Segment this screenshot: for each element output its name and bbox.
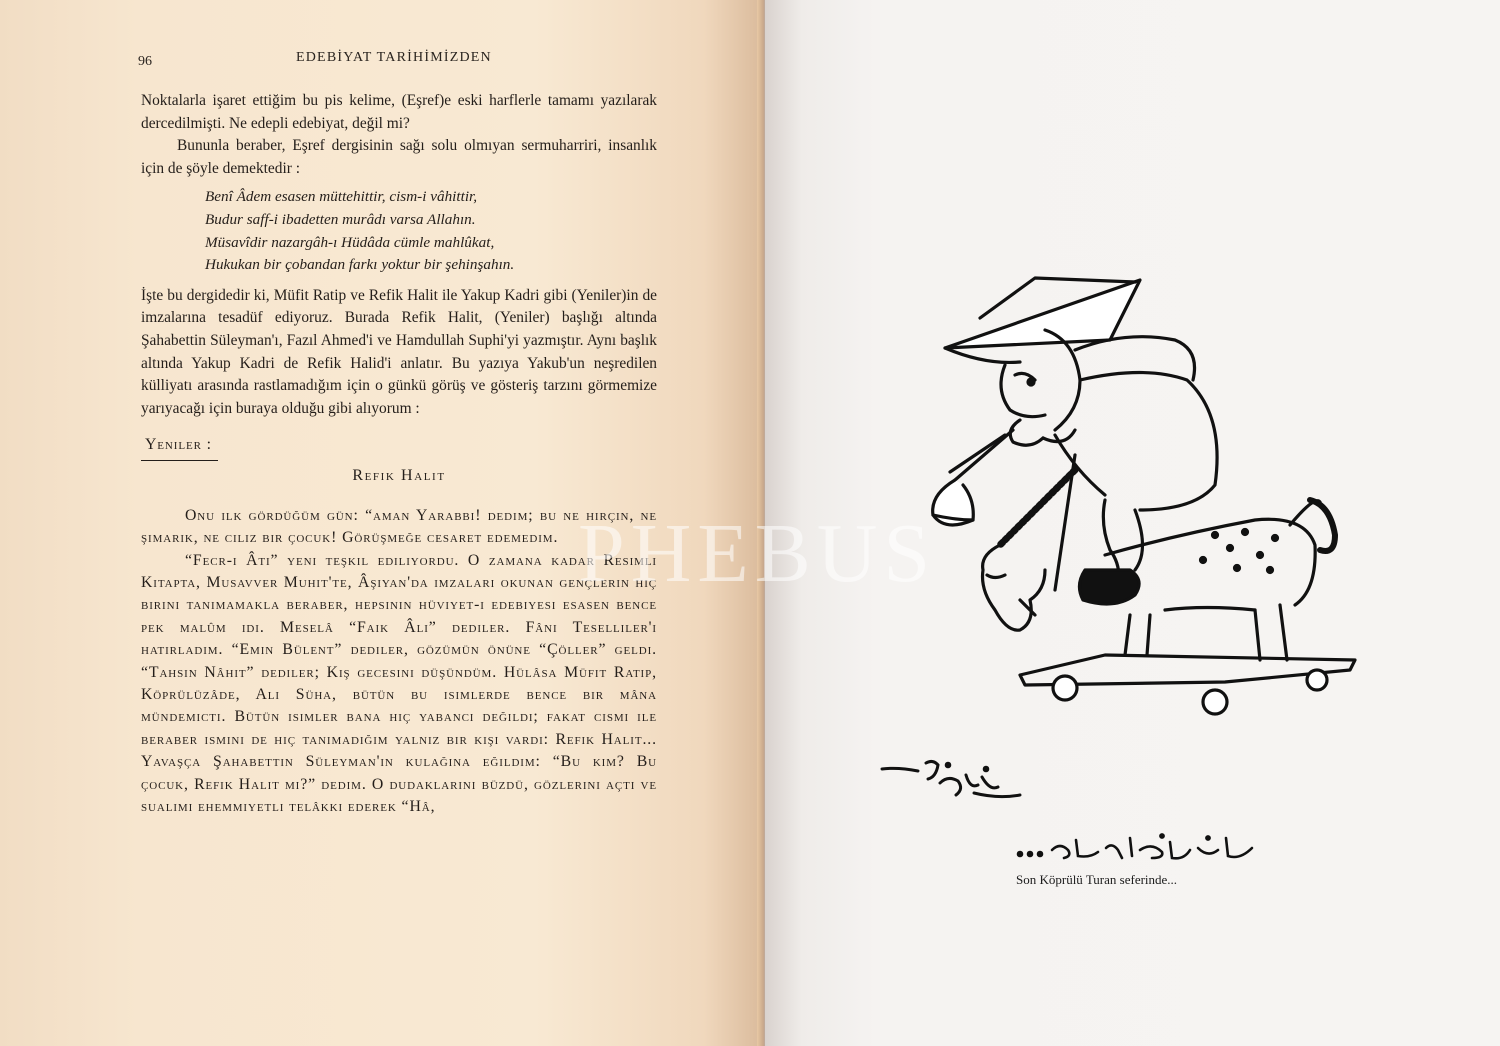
section-heading-yeniler: [141, 434, 218, 460]
left-text-block: [141, 90, 657, 818]
poem-stanza: [205, 186, 657, 276]
article-paragraph-2: “Fecr-i Âti” yeni teşkil ediliyordu. O zamana kadar Resimli Kitapta, Musavver Muhit'te, Âşiyan'da imzaları okunan gençlerin hiç birini tanımamakla beraber, hepsinin hüviyet-i edebiyesi esasen bence pek malûm idi. Meselâ “Faik Âli” dediler. Fâni Teselliler'i hatırladım. “Emin Bülent” dediler, gözümün önüne “Çöller” geldi. “Tahsin Nâhit” dediler; Kış gecesini düşündüm. Hülâsa Müfit Ratip, Köprülüzâde, Ali Süha, bütün bu isimlerde bence bir mâna mündemicti. Bütün isimler bana hiç yabancı değildi; fakat cismi ile beraber ismini de hiç tanımadığım yalnız bir kişi vardı: Refik Halit... Yavaşça Şahabettin Süleyman'ın kulağına eğildim: “Bu kim? Bu çocuk, Refik Halit mi?” dedim. O dudaklarını büzdü, gözlerini açtı ve sualimi ehemmiyetli telâkki ederek “Hâ,: [141, 551, 657, 815]
page-number: 96: [138, 54, 152, 69]
caricature-illustration: [925, 270, 1365, 720]
paragraph-1: Noktalarla işaret ettiğim bu pis kelime, (Eşref)e eski harflerle tamamı yazılarak dercedilmişti. Ne edepli edebiyat, değil mi?: [141, 92, 657, 132]
running-head: [138, 48, 658, 72]
poem-line: Müsavîdir nazargâh-ı Hüdâda cümle mahlûkat,: [205, 233, 495, 251]
illustration-caption: Son Köprülü Turan seferinde...: [1016, 872, 1178, 887]
paragraph-2: Bununla beraber, Eşref dergisinin sağı solu olmıyan sermuharriri, insanlık için de şöyle demektedir :: [141, 137, 657, 177]
paragraph-3: İşte bu dergidedir ki, Müfit Ratip ve Refik Halit ile Yakup Kadri gibi (Yeniler)in de imzalarına tesadüf ediyoruz. Burada Refik Halit, (Yeniler) başlığı altında Şahabettin Süleyman'ı, Fazıl Ahmed'i ve Hamdullah Suphi'yi yazmıştır. Aynı başlık altında Yakup Kadri de Refik Halid'i anlatır. Bu yazıya Yakub'un neşredilen külliyatı arasında rastlamadığım için o günkü görüş ve gösteriş tarzını görmemize yarıyacağı için buraya olduğu gibi alıyorum :: [141, 286, 657, 417]
article-author-name: Refik Halit: [352, 466, 446, 484]
poem-line: Hukukan bir çobandan farkı yoktur bir şehinşahın.: [205, 256, 515, 274]
artist-signature: [878, 755, 1023, 807]
article-author: [141, 467, 657, 485]
section-heading-text: Yeniler :: [145, 436, 212, 454]
poem-line: Benî Âdem esasen müttehittir, cism-i vâhittir,: [205, 188, 478, 206]
article-paragraph-1: Onu ilk gördüğüm gün: “aman Yarabbi! dedim; bu ne hırçın, ne şımarık, ne cılız bir çocuk! Görüşmeğe cesaret edemedim.: [141, 506, 657, 547]
running-title: EDEBİYAT TARİHİMİZDEN: [296, 50, 492, 65]
watermark-text: PHEBUS: [578, 507, 937, 600]
ottoman-caption: [1012, 828, 1257, 864]
poem-line: Budur saff-i ibadetten murâdı varsa Allahın.: [205, 210, 476, 228]
